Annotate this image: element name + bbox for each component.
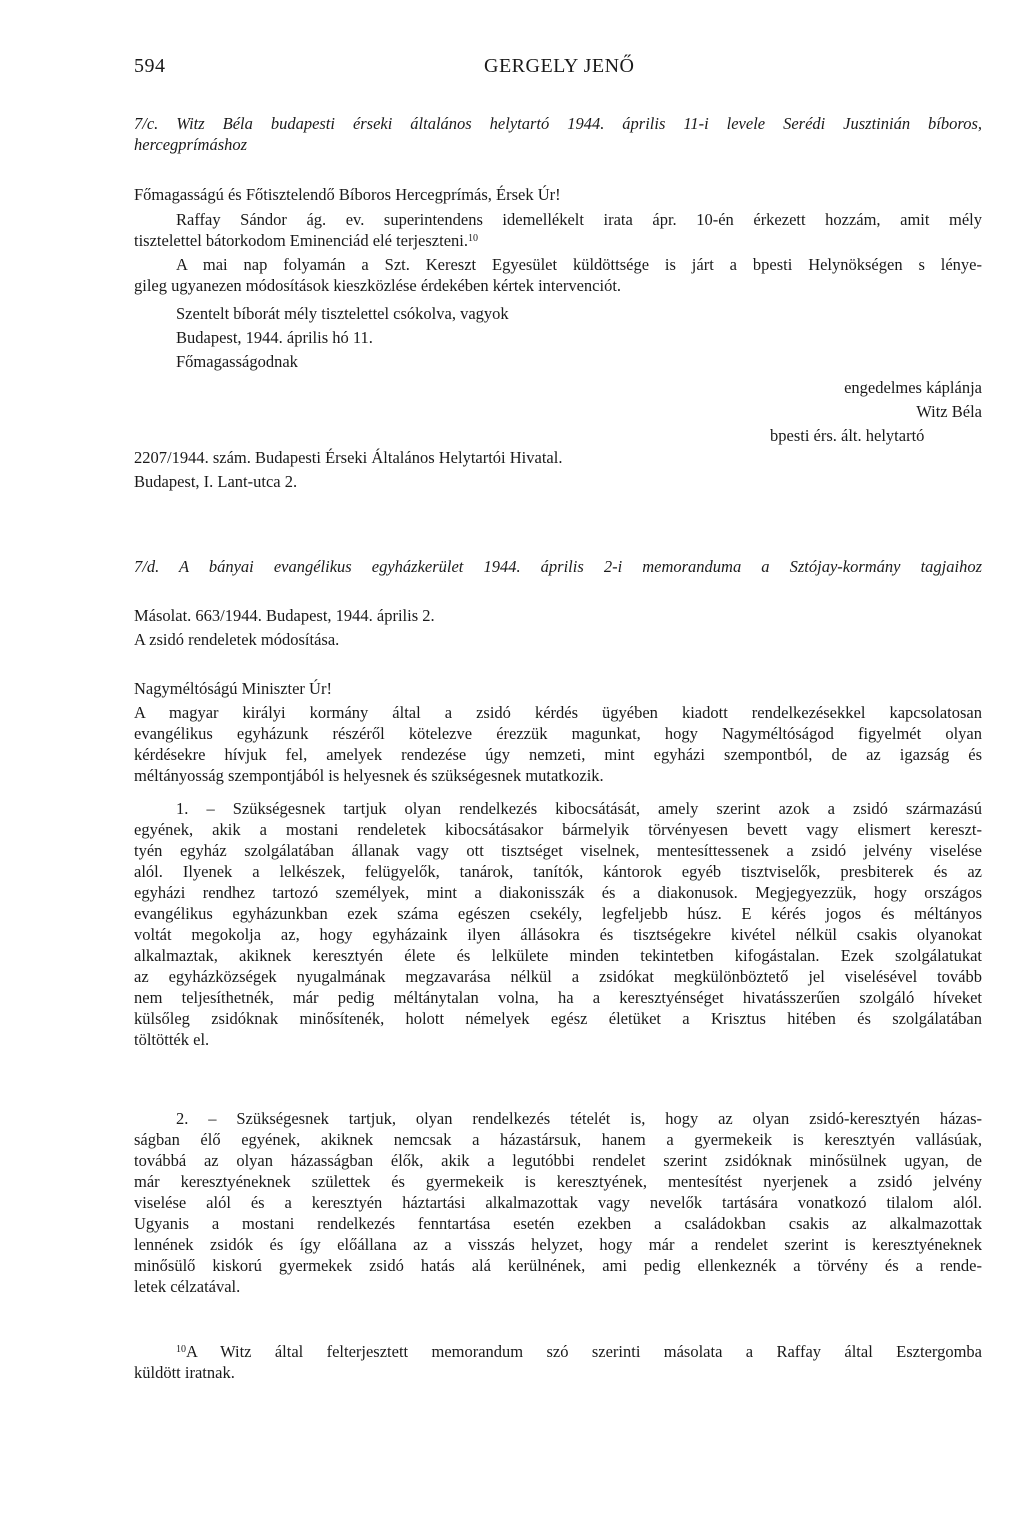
section-d-point-2 [134,1108,982,1297]
section-c-addressee: Főmagasságodnak [176,352,298,371]
page-number: 594 [134,55,166,77]
point1-line-8: alkalmaztak, akiknek keresztyén élete és lelkülete minden tekintetben kifogástalan. Ezek szolgálatukat [134,946,982,965]
section-c-closing: Szentelt bíborát mély tisztelettel csókolva, vagyok [176,304,509,323]
footnote [134,1341,982,1383]
office-address: Budapest, I. Lant-utca 2. [134,472,298,491]
section-d-intro [134,702,982,786]
section-c-paragraph-2 [134,254,982,296]
intro-line-4: méltányosság szempontjából is helyesnek és szükségesnek mutatkozik. [134,766,604,785]
signature-line-3: bpesti érs. ált. helytartó [770,426,925,445]
section-d-subject: A zsidó rendeletek módosítása. [134,630,340,649]
section-c-place-date: Budapest, 1944. április hó 11. [176,328,373,347]
section-c-p2-line1: A mai nap folyamán a Szt. Kereszt Egyesület küldöttsége is járt a bpesti Helynökségen s lénye- [176,255,982,274]
point2-line-2: ságban élő egyének, akiknek nemcsak a házastársuk, hanem a gyermekeik is keresztyén vallásúak, [134,1130,982,1149]
file-number: 2207/1944. szám. Budapesti Érseki Általános Helytartói Hivatal. [134,448,563,467]
point1-line-3: tyén egyház szolgálatában állanak vagy ott tisztséget viselnek, mentesíttessenek a zsidó jelvény viselése [134,841,982,860]
signature-line-1: engedelmes káplánja [844,378,982,397]
point1-line-10: nem teljesíthetnék, már pedig méltánytalan volna, ha a keresztyénséget hivatásszerűen szolgáló híveket [134,988,982,1007]
section-c-p2-line2: gileg ugyanezen módosítások kieszközlése érdekében kértek intervenciót. [134,276,622,295]
footnote-line-2: küldött iratnak. [134,1363,235,1382]
point1-line-7: voltát megokolja az, hogy egyházaink ilyen állásokra és tisztségekre kivétel nélkül csakis olyanokat [134,925,982,944]
point2-line-7: lennének zsidók és így előállana az a visszás helyzet, hogy már a rendelet szerint is keresztyéneknek [134,1235,982,1254]
point1-line-2: egyének, akik a mostani rendeletek kibocsátásakor bármelyik törvényesen bevett vagy elismert kereszt- [134,820,982,839]
section-d-copy-line: Másolat. 663/1944. Budapest, 1944. április 2. [134,606,435,625]
intro-line-2: evangélikus egyházunk részéről kötelezve érezzük magunkat, hogy Nagyméltóságod figyelmét olyan [134,724,982,743]
section-d-heading [134,556,982,577]
point1-line-12: töltötték el. [134,1030,210,1049]
section-d-heading-text: 7/d. A bányai evangélikus egyházkerület 1944. április 2-i memoranduma a Sztójay-kormány tagjaihoz [134,557,982,576]
point2-line-1: 2. – Szükségesnek tartjuk, olyan rendelkezés tételét is, hogy az olyan zsidó-keresztyén házas- [176,1109,982,1128]
section-c-p1-line2-text: tisztelettel bátorkodom Eminenciád elé terjeszteni. [134,231,468,250]
point1-line-6: evangélikus egyházunkban ezek száma egészen csekély, legfeljebb húsz. E kérés jogos és méltányos [134,904,982,923]
footnote-mark: 10 [176,1344,186,1355]
point1-line-4: alól. Ilyenek a lelkészek, felügyelők, tanárok, tanítók, kántorok egyéb tisztviselők, presbiterek és az [134,862,982,881]
footnote-line-1 [134,1341,982,1362]
section-c-p1-line1: Raffay Sándor ág. ev. superintendens idemellékelt irata ápr. 10-én érkezett hozzám, amit mély [176,210,982,229]
point2-line-5: viselése alól és a keresztyén háztartási alkalmazottak vagy nevelők tartására vonatkozó tilalom alól. [134,1193,982,1212]
intro-line-1: A magyar királyi kormány által a zsidó kérdés ügyében kiadott rendelkezésekkel kapcsolatosan [134,703,982,722]
point2-line-4: már keresztyéneknek születtek és gyermekeik is keresztyének, mentesítést nyerjenek a zsidó jelvény [134,1172,982,1191]
point1-line-5: egyházi rendhez tartozó személyek, mint a diakonisszák és a diakonusok. Megjegyezzük, hogy országos [134,883,982,902]
section-c-p1-line2 [134,230,982,251]
point2-line-3: továbbá az olyan házasságban élők, akik a legutóbbi rendelet szerint zsidóknak minősülnek ugyan, de [134,1151,982,1170]
footnote-reference: 10 [468,233,478,244]
point2-line-8: minősülő kiskorú gyermekek zsidó hatás alá kerülnének, ami pedig ellenkeznék a törvény és a rende- [134,1256,982,1275]
signature-line-2: Witz Béla [916,402,982,421]
section-d-point-1 [134,798,982,1050]
section-c-heading-line2: hercegprímáshoz [134,135,248,154]
point1-line-9: az egyházközségek nyugalmának megzavarása nélkül a zsidókat megkülönböztető jel viselésével tovább [134,967,982,986]
intro-line-3: kérdésekre hívjuk fel, amelyek rendezése úgy nemzeti, mint egyházi szempontból, de az igazság és [134,745,982,764]
section-c-heading-line1: 7/c. Witz Béla budapesti érseki általános helytartó 1944. április 11-i levele Serédi Jusztinián bíboros, [134,114,982,133]
section-c-salutation: Főmagasságú és Főtisztelendő Bíboros Hercegprímás, Érsek Úr! [134,185,561,204]
section-c-paragraph-1 [134,209,982,251]
point2-line-9: letek célzatával. [134,1277,241,1296]
point1-line-11: külsőleg zsidóknak minősítenék, holott némelyek egész életüket a Krisztus hitében és szolgálatában [134,1009,982,1028]
footnote-line-1-text: A Witz által felterjesztett memorandum szó szerinti másolata a Raffay által Esztergomba [186,1342,982,1361]
running-head: GERGELY JENŐ [484,55,635,77]
point2-line-6: Ugyanis a mostani rendelkezés fenntartása esetén ezekben a családokban csakis az alkalmazottak [134,1214,982,1233]
section-d-salutation: Nagyméltóságú Miniszter Úr! [134,679,332,698]
section-c-heading [134,113,982,155]
point1-line-1: 1. – Szükségesnek tartjuk olyan rendelkezés kibocsátását, amely szerint azok a zsidó származású [176,799,982,818]
